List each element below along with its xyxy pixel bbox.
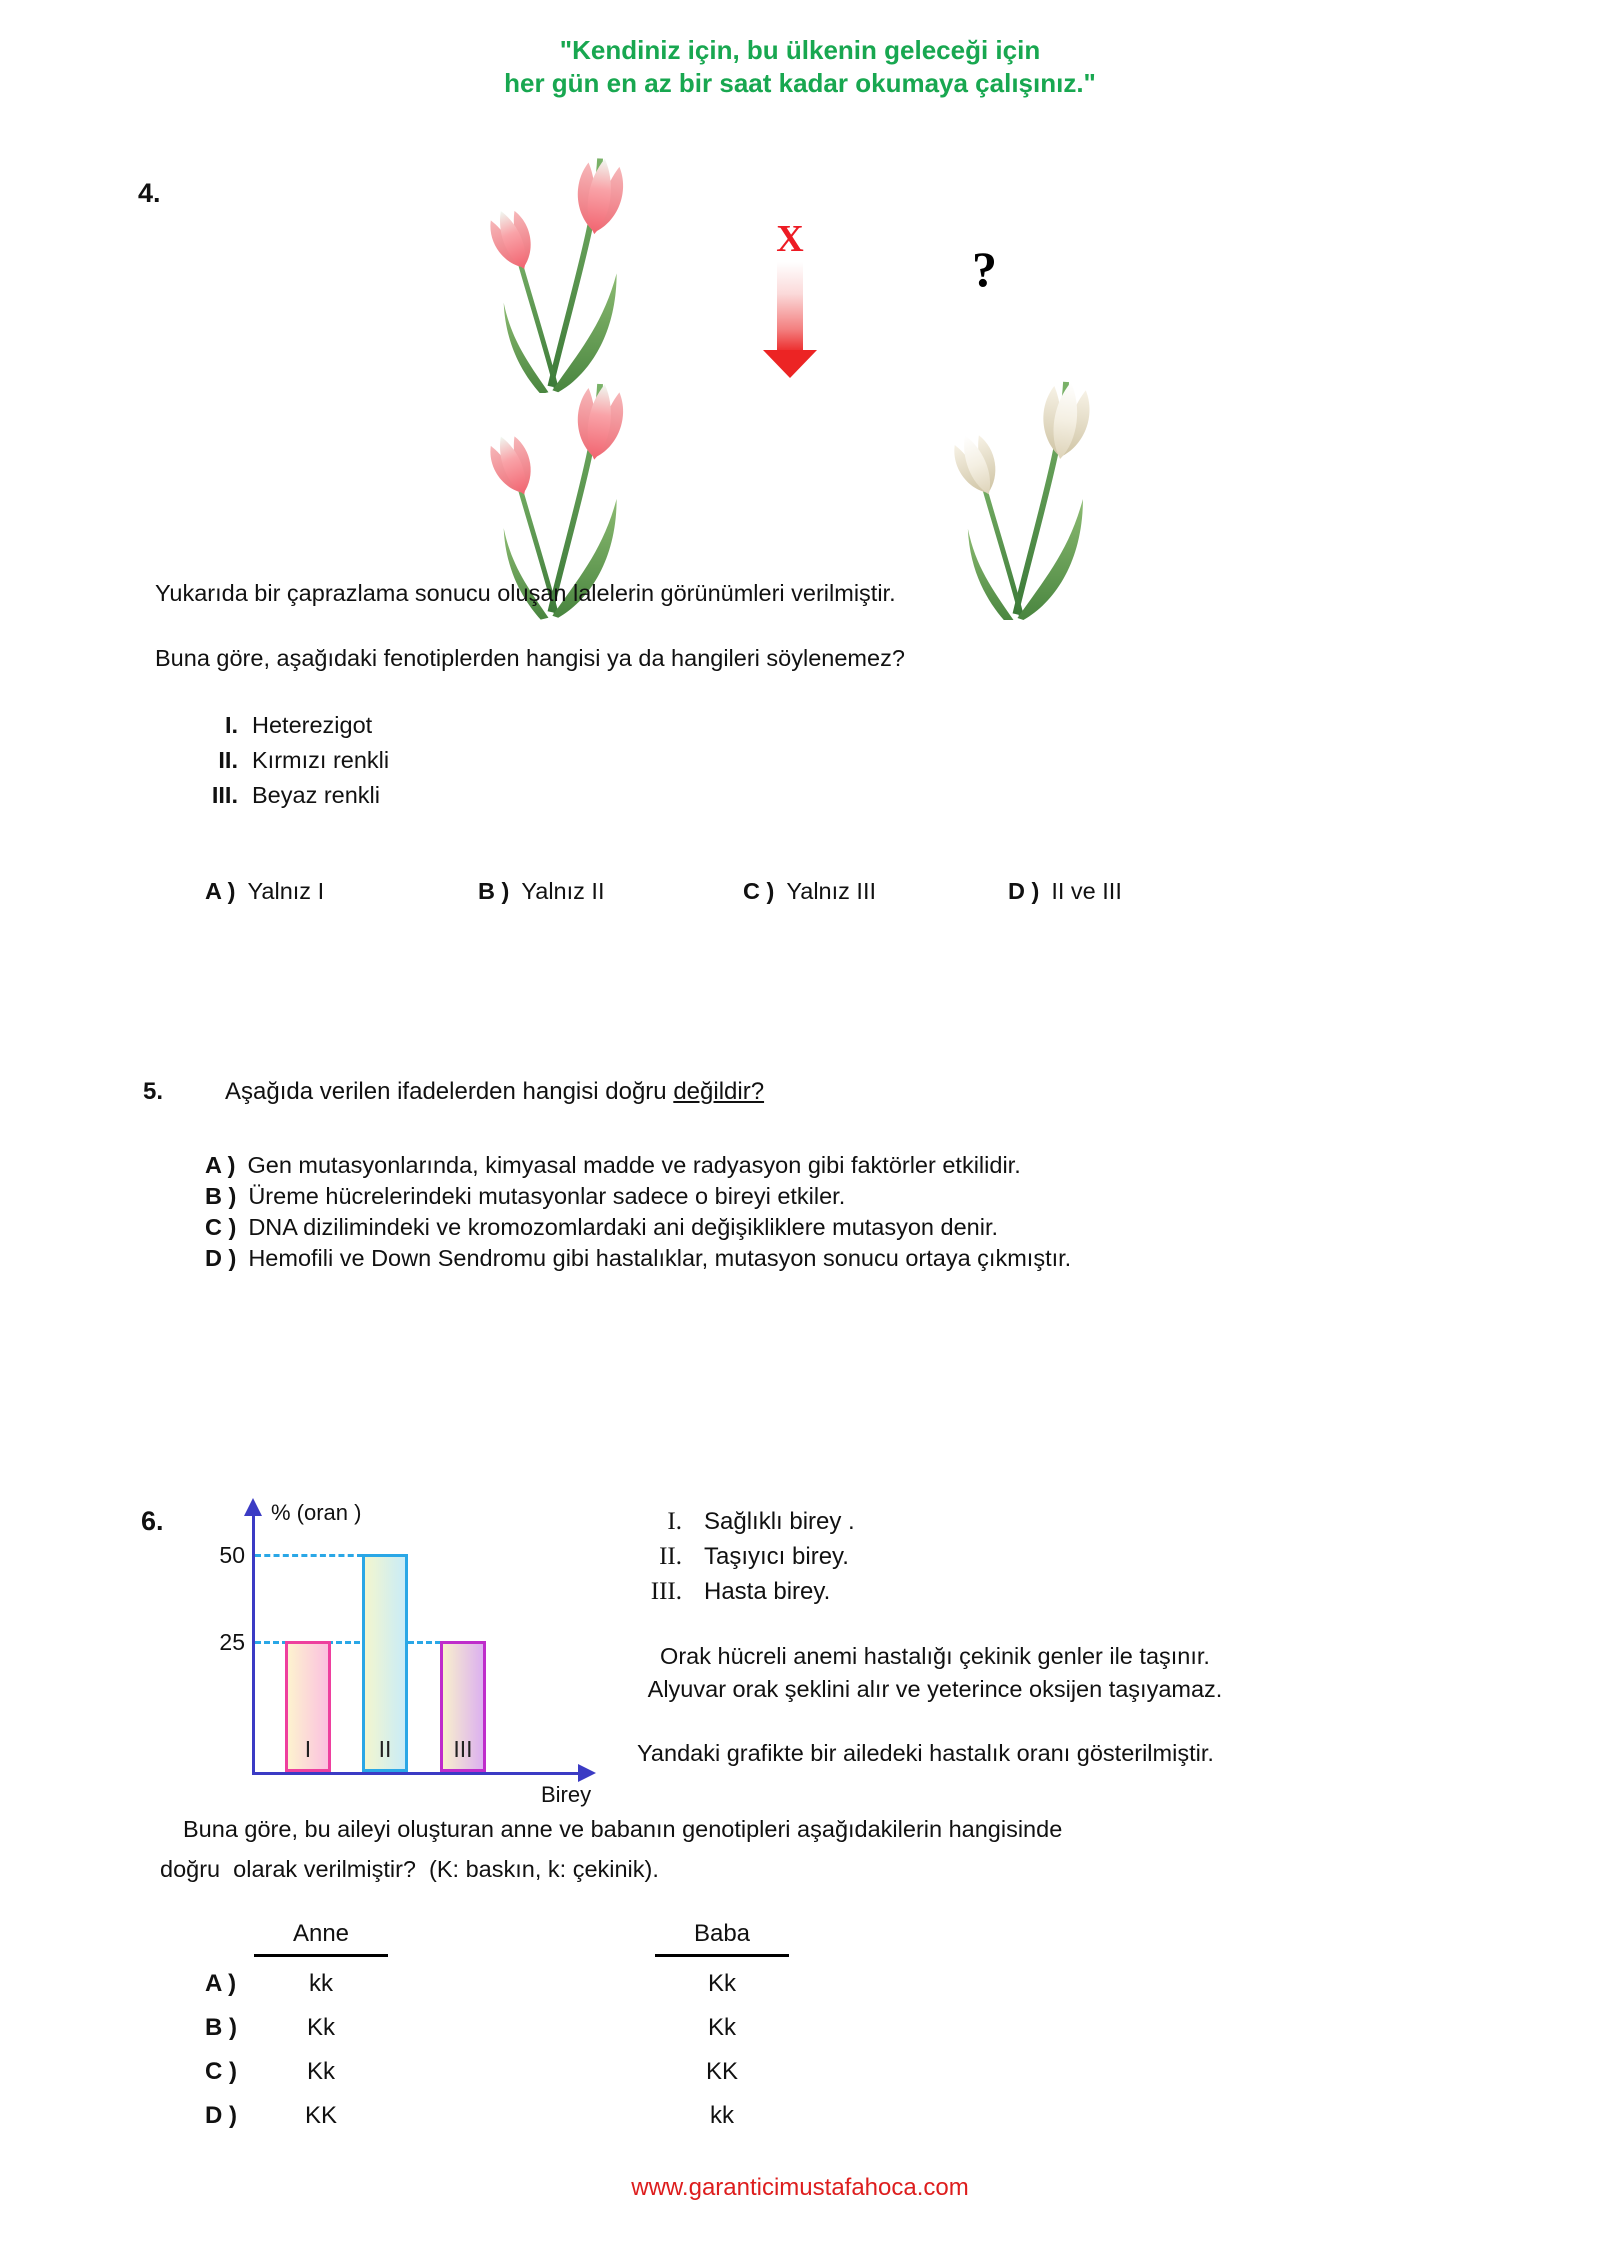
question-6-number: 6.: [141, 1506, 164, 1536]
q4-item-2-numeral: II.: [218, 747, 238, 773]
q5-option-b-letter: B ): [205, 1183, 237, 1209]
x-axis-line: [252, 1772, 582, 1775]
table-row-c-anne: Kk: [306, 2058, 335, 2085]
q4-item-2: [192, 747, 389, 774]
bar-individual-3: [440, 1641, 486, 1772]
baba-header-underline: [655, 1954, 789, 1957]
table-row-b-baba: Kk: [707, 2014, 736, 2041]
q5-option-a-letter: A ): [205, 1152, 236, 1178]
q4-option-d-text: II ve III: [1051, 878, 1122, 904]
table-row-a-letter: A ): [205, 1970, 237, 1997]
q6-legend-1-text: Sağlıklı birey .: [704, 1508, 855, 1535]
cross-arrow: [735, 220, 845, 382]
q5-option-d-letter: D ): [205, 1245, 237, 1271]
q5-option-d: [205, 1243, 1071, 1273]
q4-item-3: [192, 782, 380, 809]
cross-symbol: X: [776, 218, 804, 260]
q4-item-1-numeral: I.: [224, 712, 238, 738]
bar-1-label: I: [304, 1736, 312, 1762]
q6-legend-2-numeral: II.: [659, 1543, 682, 1570]
q5-option-b: [205, 1181, 845, 1211]
q5-option-c-text: DNA dizilimindeki ve kromozomlardaki ani değişikliklere mutasyon denir.: [248, 1214, 999, 1240]
q4-caption: Yukarıda bir çaprazlama sonucu oluşan lalelerin görünümleri verilmiştir.: [155, 580, 896, 606]
q4-item-3-numeral: III.: [211, 782, 238, 808]
q4-option-c-letter: C ): [743, 878, 775, 904]
q4-item-1: [192, 712, 372, 739]
q4-prompt: Buna göre, aşağıdaki fenotiplerden hangisi ya da hangileri söylenemez?: [155, 645, 905, 671]
table-row-d-letter: D ): [205, 2102, 237, 2129]
disease-ratio-bar-chart: [195, 1498, 625, 1818]
question-5-number: 5.: [143, 1078, 164, 1105]
q6-graph-note: Yandaki grafikte bir ailedeki hastalık oranı gösterilmiştir.: [637, 1740, 1214, 1766]
gridline-50: [255, 1554, 363, 1557]
q5-option-c-letter: C ): [205, 1214, 237, 1240]
table-row-a-anne: kk: [309, 1970, 333, 1997]
table-row-d-baba: kk: [710, 2102, 734, 2129]
table-row-c-baba: KK: [705, 2058, 738, 2085]
table-row-a-baba: Kk: [707, 1970, 736, 1997]
header-quote-line2: her gün en az bir saat kadar okumaya çalışınız.": [504, 68, 1096, 98]
q6-legend-3-numeral: III.: [650, 1578, 682, 1605]
q5-prompt-start: Aşağıda verilen ifadelerden hangisi doğru: [225, 1078, 674, 1105]
q5-option-a-text: Gen mutasyonlarında, kimyasal madde ve radyasyon gibi faktörler etkilidir.: [247, 1152, 1021, 1178]
q6-info-line1: Orak hücreli anemi hastalığı çekinik genler ile taşınır.: [660, 1643, 1210, 1669]
anne-header-underline: [254, 1954, 388, 1957]
red-tulip-parent-image: [455, 148, 640, 393]
gridline-25: [255, 1641, 441, 1644]
table-row-d-anne: KK: [304, 2102, 337, 2129]
q6-legend-2-text: Taşıyıcı birey.: [704, 1543, 849, 1570]
x-axis-arrow-icon: [578, 1764, 596, 1782]
q4-item-1-text: Heterezigot: [252, 712, 373, 738]
table-row-b-letter: B ): [205, 2014, 237, 2041]
q5-option-c: [205, 1212, 998, 1242]
table-header-baba: Baba: [693, 1920, 751, 1947]
q4-option-b-text: Yalnız II: [521, 878, 605, 904]
white-tulip-offspring-image: [915, 372, 1110, 620]
q5-prompt-underlined: değildir?: [673, 1078, 765, 1105]
bar-individual-2: [362, 1554, 408, 1772]
cross-arrow-shaft: [777, 262, 803, 352]
q4-item-3-text: Beyaz renkli: [252, 782, 380, 808]
bar-2-label: II: [378, 1736, 392, 1762]
q4-option-b-letter: B ): [478, 878, 510, 904]
q5-prompt: [225, 1078, 764, 1106]
table-row-c-letter: C ): [205, 2058, 237, 2085]
table-header-anne: Anne: [292, 1920, 350, 1947]
y-tick-25: 25: [219, 1629, 245, 1655]
q6-legend-3: [630, 1578, 830, 1606]
q4-option-a: [205, 876, 324, 906]
q6-legend-2: [630, 1543, 849, 1571]
q4-option-c-text: Yalnız III: [786, 878, 877, 904]
question-4-number: 4.: [138, 178, 161, 208]
q4-option-d-letter: D ): [1008, 878, 1040, 904]
bar-3-label: III: [453, 1736, 473, 1762]
q5-option-d-text: Hemofili ve Down Sendromu gibi hastalıklar, mutasyon sonucu ortaya çıkmıştır.: [248, 1245, 1072, 1271]
q4-option-b: [478, 876, 605, 906]
cross-arrow-head: [763, 350, 817, 378]
q5-option-a: [205, 1150, 1021, 1180]
bar-individual-1: [285, 1641, 331, 1772]
q6-legend-1-numeral: I.: [667, 1508, 682, 1535]
q4-option-d: [1008, 876, 1122, 906]
y-axis-label: % (oran ): [271, 1500, 362, 1525]
table-row-b-anne: Kk: [306, 2014, 335, 2041]
header-quote: [0, 34, 1600, 100]
q4-option-a-letter: A ): [205, 878, 236, 904]
q6-info-line2: Alyuvar orak şeklini alır ve yeterince oksijen taşıyamaz.: [647, 1676, 1223, 1702]
offspring-question-mark: ?: [972, 241, 997, 297]
x-axis-label: Birey: [541, 1782, 592, 1807]
q5-option-b-text: Üreme hücrelerindeki mutasyonlar sadece o bireyi etkiler.: [248, 1183, 846, 1209]
q6-legend-1: [630, 1508, 855, 1536]
y-tick-50: 50: [219, 1542, 245, 1568]
q6-prompt-line2: doğru olarak verilmiştir? (K: baskın, k: çekinik).: [160, 1856, 659, 1882]
q4-option-a-text: Yalnız I: [247, 878, 325, 904]
q4-item-2-text: Kırmızı renkli: [252, 747, 390, 773]
q6-prompt-line1: Buna göre, bu aileyi oluşturan anne ve babanın genotipleri aşağıdakilerin hangisinde: [183, 1816, 1063, 1842]
q4-option-c: [743, 876, 876, 906]
q6-legend-3-text: Hasta birey.: [704, 1578, 831, 1605]
footer-url: www.garanticimustafahoca.com: [631, 2174, 969, 2201]
header-quote-line1: "Kendiniz için, bu ülkenin geleceği için: [559, 35, 1041, 65]
